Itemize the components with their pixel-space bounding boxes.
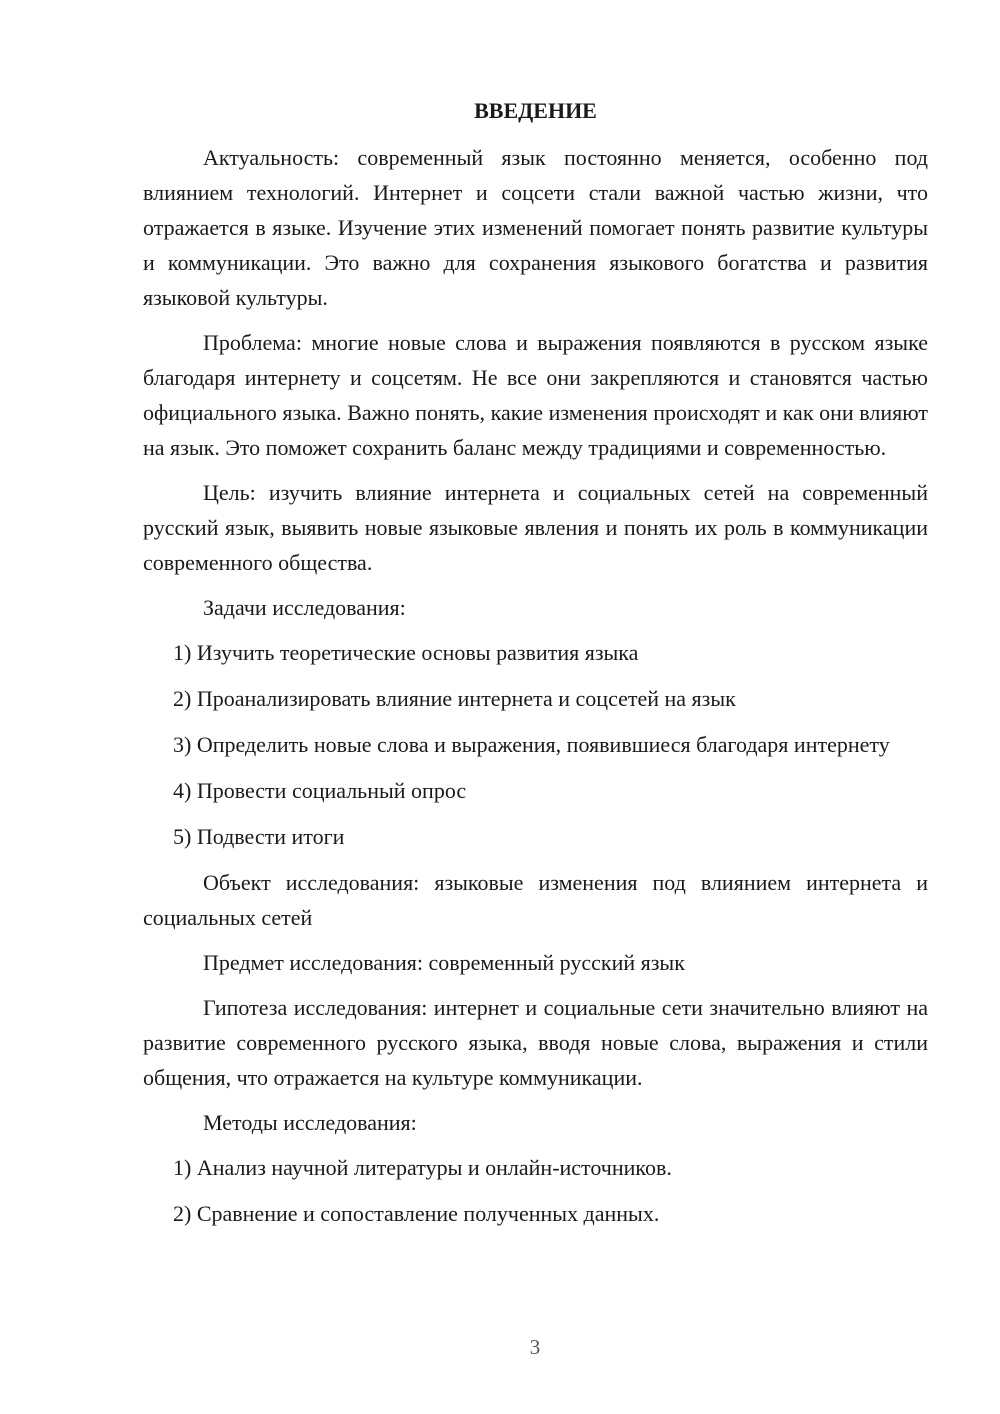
section-title: ВВЕДЕНИЕ <box>474 98 597 123</box>
problem-paragraph: Проблема: многие новые слова и выражения появляются в русском языке благодаря интернету и соцсетям. Не все они закрепляются и становятся частью официального языка. Важно понять, какие изменения происходят и как они влияют на язык. Это поможет сохранить баланс между традициями и современностью. <box>143 330 928 460</box>
task-item-4: 4) Провести социальный опрос <box>173 778 467 803</box>
goal-paragraph: Цель: изучить влияние интернета и социальных сетей на современный русский язык, выявить новые языковые явления и понять их роль в коммуникации современного общества. <box>143 480 928 575</box>
page-number: 3 <box>529 1335 541 1359</box>
task-item-1: 1) Изучить теоретические основы развития языка <box>173 640 639 665</box>
document-body <box>143 93 928 1242</box>
method-item-1: 1) Анализ научной литературы и онлайн-источников. <box>173 1155 672 1180</box>
object-paragraph: Объект исследования: языковые изменения под влиянием интернета и социальных сетей <box>143 870 928 930</box>
methods-heading: Методы исследования: <box>203 1110 417 1135</box>
task-item-3: 3) Определить новые слова и выражения, появившиеся благодаря интернету <box>173 732 890 757</box>
method-item-2: 2) Сравнение и сопоставление полученных данных. <box>173 1201 660 1226</box>
subject-paragraph: Предмет исследования: современный русский язык <box>203 950 685 975</box>
relevance-paragraph: Актуальность: современный язык постоянно меняется, особенно под влиянием технологий. Интернет и соцсети стали важной частью жизни, что отражается в языке. Изучение этих изменений помогает понять развитие культуры и коммуникации. Это важно для сохранения языкового богатства и развития языковой культуры. <box>143 145 928 310</box>
task-item-5: 5) Подвести итоги <box>173 824 345 849</box>
tasks-heading: Задачи исследования: <box>203 595 406 620</box>
hypothesis-paragraph: Гипотеза исследования: интернет и социальные сети значительно влияют на развитие современного русского языка, вводя новые слова, выражения и стили общения, что отражается на культуре коммуникации. <box>143 995 928 1090</box>
task-item-2: 2) Проанализировать влияние интернета и соцсетей на язык <box>173 686 736 711</box>
